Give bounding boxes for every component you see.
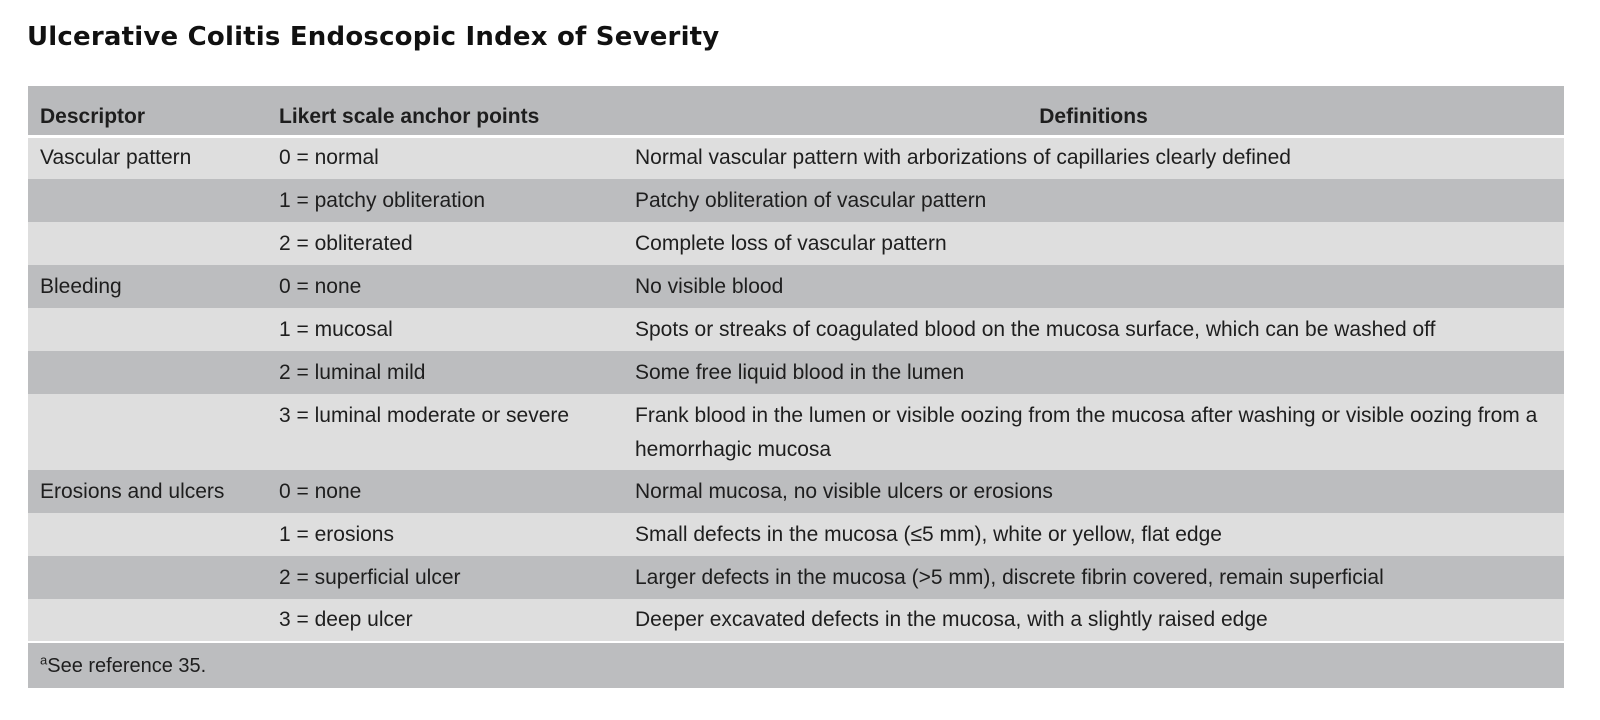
- severity-table: [28, 86, 1564, 688]
- table-row: [28, 265, 1564, 308]
- anchor-cell: 2 = superficial ulcer: [267, 556, 623, 599]
- table-row: [28, 394, 1564, 470]
- definition-cell: Frank blood in the lumen or visible oozing from the mucosa after washing or visible oozing from a hemorrhagic mucosa: [623, 394, 1564, 470]
- anchor-cell: 0 = none: [267, 470, 623, 513]
- table-row: [28, 470, 1564, 513]
- descriptor-cell: [28, 308, 267, 351]
- table-row: [28, 556, 1564, 599]
- table-row: [28, 599, 1564, 642]
- anchor-cell: 2 = obliterated: [267, 222, 623, 265]
- anchor-cell: 3 = deep ulcer: [267, 599, 623, 642]
- descriptor-cell: [28, 179, 267, 222]
- page-title: Ulcerative Colitis Endoscopic Index of Severity: [27, 22, 720, 52]
- descriptor-cell: Vascular pattern: [28, 136, 267, 179]
- definition-cell: Some free liquid blood in the lumen: [623, 351, 1564, 394]
- header-likert: Likert scale anchor points: [267, 86, 623, 136]
- table-header-row: [28, 86, 1564, 136]
- descriptor-cell: [28, 351, 267, 394]
- definition-cell: Small defects in the mucosa (≤5 mm), white or yellow, flat edge: [623, 513, 1564, 556]
- anchor-cell: 0 = none: [267, 265, 623, 308]
- definition-cell: Normal mucosa, no visible ulcers or erosions: [623, 470, 1564, 513]
- definition-cell: No visible blood: [623, 265, 1564, 308]
- anchor-cell: 3 = luminal moderate or severe: [267, 394, 623, 470]
- table-row: [28, 136, 1564, 179]
- definition-cell: Patchy obliteration of vascular pattern: [623, 179, 1564, 222]
- footnote-marker: a: [40, 651, 48, 667]
- header-definitions: Definitions: [623, 86, 1564, 136]
- definition-cell: Spots or streaks of coagulated blood on the mucosa surface, which can be washed off: [623, 308, 1564, 351]
- table-row: [28, 308, 1564, 351]
- definition-cell: Deeper excavated defects in the mucosa, with a slightly raised edge: [623, 599, 1564, 642]
- definition-cell: Normal vascular pattern with arborizations of capillaries clearly defined: [623, 136, 1564, 179]
- header-descriptor: Descriptor: [28, 86, 267, 136]
- anchor-cell: 0 = normal: [267, 136, 623, 179]
- definition-cell: Larger defects in the mucosa (>5 mm), discrete fibrin covered, remain superficial: [623, 556, 1564, 599]
- descriptor-cell: [28, 513, 267, 556]
- anchor-cell: 1 = patchy obliteration: [267, 179, 623, 222]
- descriptor-cell: [28, 556, 267, 599]
- anchor-cell: 1 = erosions: [267, 513, 623, 556]
- descriptor-cell: [28, 222, 267, 265]
- definition-cell: Complete loss of vascular pattern: [623, 222, 1564, 265]
- footnote-text: See reference 35.: [47, 654, 207, 677]
- table-row: [28, 179, 1564, 222]
- footnote: [28, 642, 1564, 688]
- descriptor-cell: [28, 599, 267, 642]
- table-footnote-row: [28, 642, 1564, 688]
- descriptor-cell: Bleeding: [28, 265, 267, 308]
- anchor-cell: 2 = luminal mild: [267, 351, 623, 394]
- descriptor-cell: Erosions and ulcers: [28, 470, 267, 513]
- anchor-cell: 1 = mucosal: [267, 308, 623, 351]
- table-row: [28, 351, 1564, 394]
- descriptor-cell: [28, 394, 267, 470]
- table-row: [28, 513, 1564, 556]
- table-row: [28, 222, 1564, 265]
